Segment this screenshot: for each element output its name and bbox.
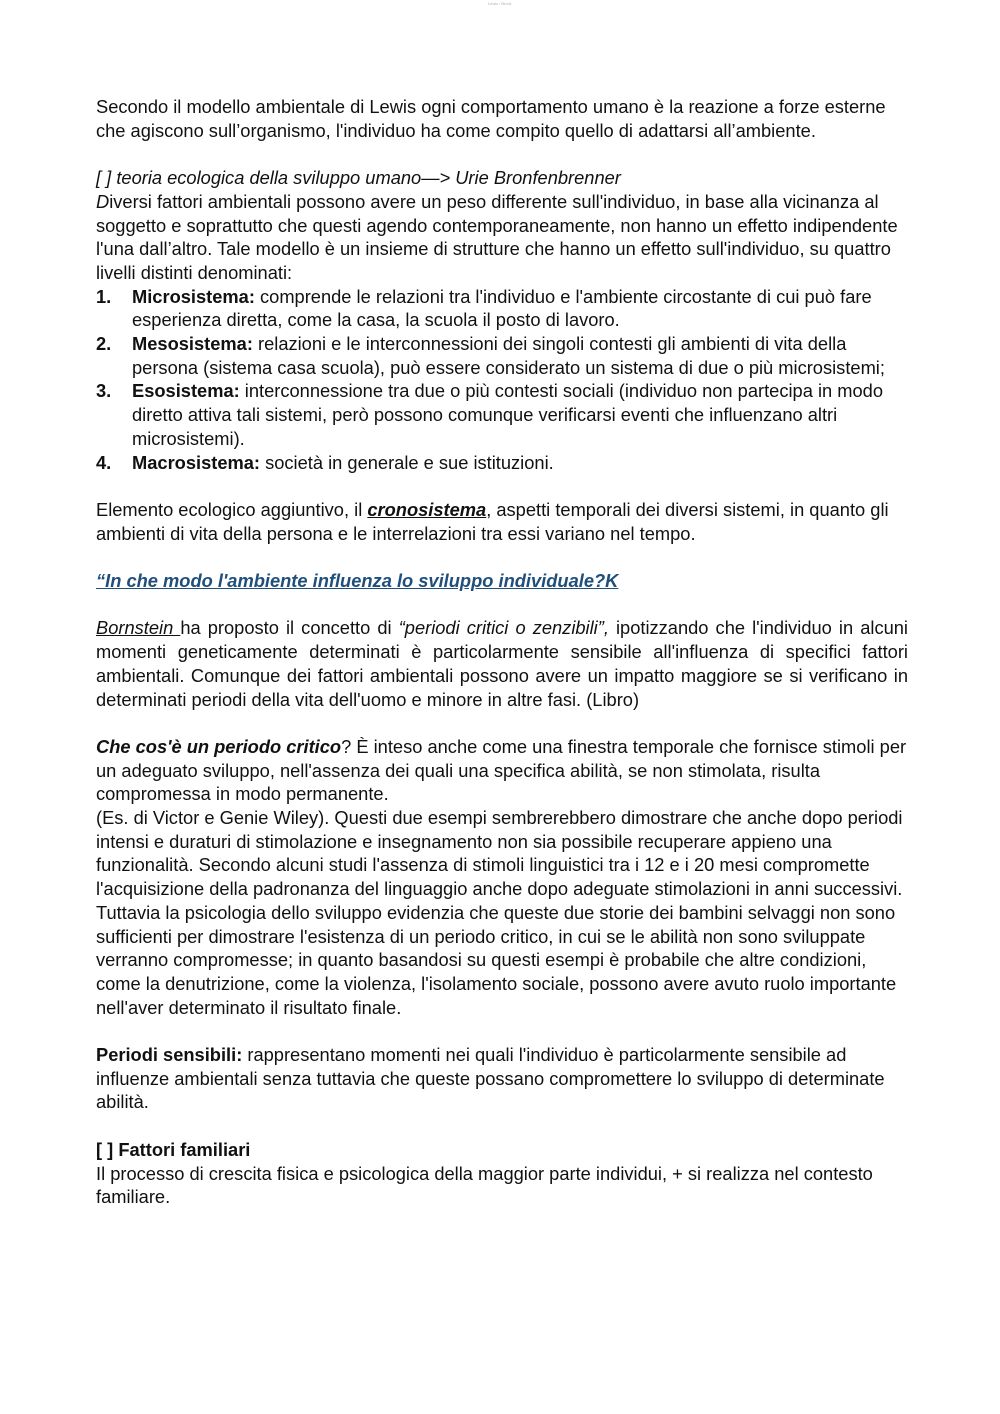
- list-number: 4.: [96, 451, 112, 473]
- list-text: comprende le relazioni tra l'individuo e l'ambiente circostante di cui può fare esperienza diretta, come la casa, la scuola il posto di lavoro.: [132, 285, 872, 331]
- paragraph-periodi-sensibili: [96, 1043, 908, 1114]
- paragraph-esempi: (Es. di Victor e Genie Wiley). Questi due esempi sembrerebbero dimostrare che anche dopo periodi intensi e duraturi di stimolazione e insegnamento non sia possibile recuperare appieno una funzionalità. Secondo alcuni studi l'assenza di stimoli linguistici tra i 12 e i 20 mesi compromette l'acquisizione della padronanza del linguaggio anche dopo adeguate stimolazioni in anni successivi. Tuttavia la psicologia dello sviluppo evidenzia che queste due storie dei bambini selvaggi non sono sufficienti per dimostrare l'esistenza di un periodo critico, in cui se le abilità non sono sviluppate verranno compromesse; in quanto basandosi su questi esempi è probabile che altre condizioni, come la denutrizione, come la violenza, l'isolamento sociale, possono avere avuto ruolo importante nell'aver determinato il risultato finale.: [96, 807, 903, 1018]
- paragraph-ecologica-text: iversi fattori ambientali possono avere un peso differente sull'individuo, in base alla vicinanza al soggetto e soprattutto che questi agendo contemporaneamente, non hanno un effetto indipendente l'una dall’altro. Tale modello è un insieme di strutture che hanno un effetto sull'individuo, su quattro livelli distinti denominati:: [96, 190, 898, 283]
- bornstein-quote: “periodi critici o zenzibili”,: [398, 617, 609, 639]
- list-item: [96, 379, 908, 450]
- first-letter: D: [96, 190, 110, 212]
- periodi-sensibili-text: rappresentano momenti nei quali l'individuo è particolarmente sensibile ad influenze ambientali senza tuttavia che queste possano compromettere lo sviluppo di determinate abilità.: [96, 1044, 885, 1113]
- paragraph-periodo-critico: [96, 735, 908, 806]
- list-number: 1.: [96, 285, 112, 307]
- section-heading-familiari: [ ] Fattori familiari: [96, 1138, 251, 1160]
- list-text: interconnessione tra due o più contesti sociali (individuo non partecipa in modo diretto attiva tali sistemi, però possono comunque verificarsi eventi che influenzano altri microsistemi).: [132, 380, 883, 449]
- crono-before: Elemento ecologico aggiuntivo, il: [96, 498, 368, 520]
- levels-list: [96, 285, 908, 475]
- list-item: [96, 451, 908, 475]
- crono-after: , aspetti temporali dei diversi sistemi, in quanto gli ambienti di vita della persona e le interrelazioni tra essi variano nel tempo.: [96, 498, 889, 544]
- list-item: [96, 332, 908, 379]
- paragraph-cronosistema: [96, 498, 908, 545]
- periodo-critico-text: ? È inteso anche come una finestra temporale che fornisce stimoli per un adeguato sviluppo, nell'assenza dei quali una specifica abilità, se non stimolata, risulta compromessa in modo permanente.: [96, 735, 907, 805]
- list-term: Microsistema:: [132, 285, 255, 307]
- periodo-critico-term: Che cos'è un periodo critico: [96, 735, 342, 757]
- list-text: società in generale e sue istituzioni.: [260, 451, 554, 473]
- cronosistema-term: cronosistema: [367, 498, 487, 520]
- document-body: [96, 95, 908, 1209]
- list-term: Esosistema:: [132, 380, 240, 402]
- paragraph-bornstein: [96, 616, 908, 711]
- list-item: [96, 285, 908, 332]
- list-term: Mesosistema:: [132, 333, 253, 355]
- page-header-text: Lewis / Bronf.: [487, 1, 513, 6]
- paragraph-lewis: Secondo il modello ambientale di Lewis ogni comportamento umano è la reazione a forze esterne che agiscono sull’organismo, l'individuo ha come compito quello di adattarsi all’ambiente.: [96, 96, 886, 141]
- bornstein-text-2: ipotizzando che l'individuo in alcuni momenti geneticamente determinati è particolarmente sensibile all'influenza di specifici fattori ambientali. Comunque dei fattori ambientali possono avere un impatto maggiore se si verificano in determinati periodi della vita dell'uomo e minore in altre fasi. (Libro): [96, 617, 908, 710]
- paragraph-ecologica: [96, 190, 908, 285]
- list-number: 3.: [96, 380, 112, 402]
- bornstein-name: Bornstein: [96, 617, 181, 639]
- periodi-sensibili-term: Periodi sensibili:: [96, 1044, 243, 1066]
- list-number: 2.: [96, 333, 112, 355]
- list-text: relazioni e le interconnessioni dei singoli contesti gli ambienti di vita della persona (sistema casa scuola), può essere considerato un sistema di due o più microsistemi;: [132, 333, 885, 378]
- bornstein-text-1: ha proposto il concetto di: [180, 617, 399, 639]
- question-link[interactable]: “In che modo l'ambiente influenza lo sviluppo individuale?K: [96, 570, 619, 592]
- paragraph-familiari: Il processo di crescita fisica e psicologica della maggior parte individui, + si realizza nel contesto familiare.: [96, 1162, 873, 1208]
- list-term: Macrosistema:: [132, 451, 261, 473]
- section-heading-ecologica: [ ] teoria ecologica della sviluppo umano—> Urie Bronfenbrenner: [96, 167, 621, 189]
